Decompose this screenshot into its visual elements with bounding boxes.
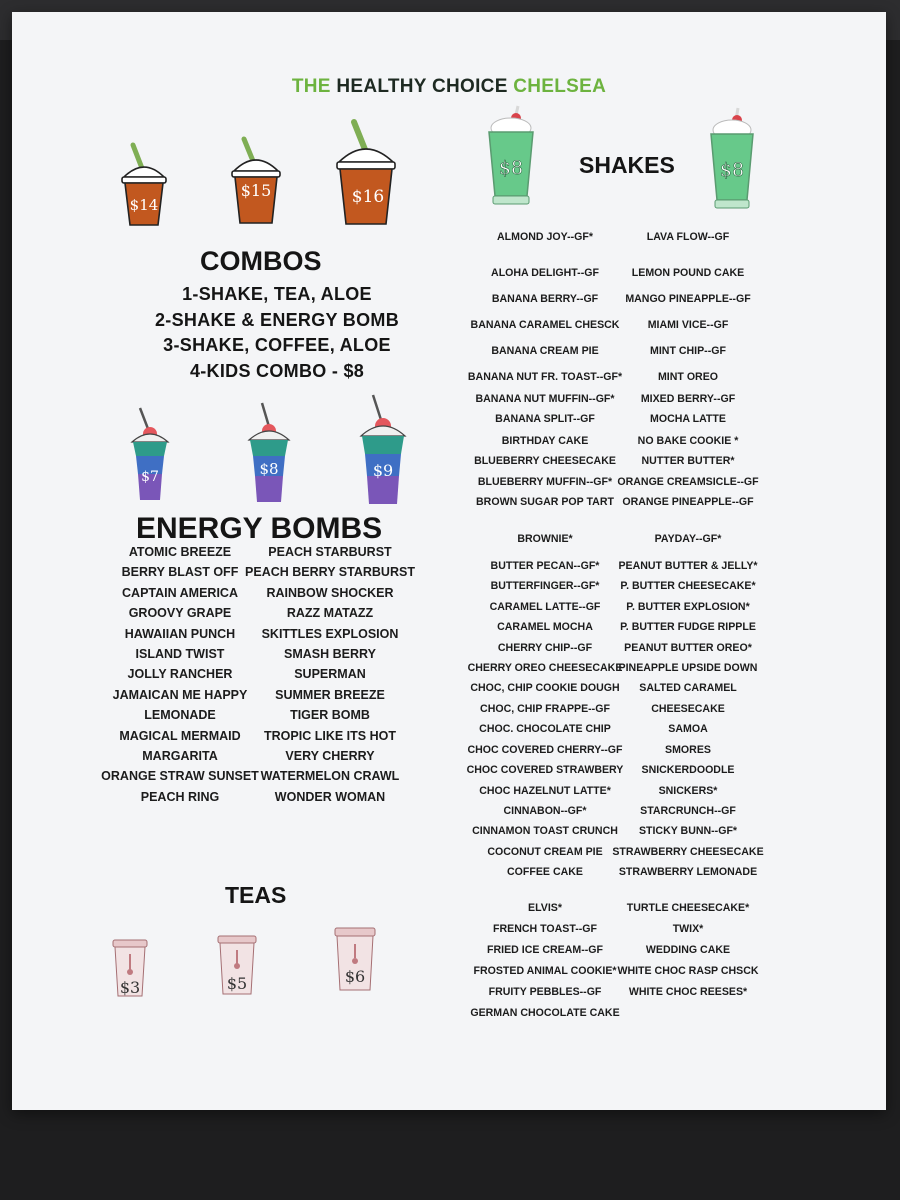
tea-cup-icon xyxy=(110,936,150,1002)
menu-item: CHERRY OREO CHEESECAKE xyxy=(467,662,623,674)
menu-item: CINNAMON TOAST CRUNCH xyxy=(472,825,618,837)
menu-item: BANANA NUT FR. TOAST--GF* xyxy=(467,371,623,383)
menu-item: PEANUT BUTTER & JELLY* xyxy=(618,560,758,572)
combo-line: 3-SHAKE, COFFEE, ALOE xyxy=(163,335,391,356)
menu-item: TWIX* xyxy=(672,923,704,935)
combo-line: 1-SHAKE, TEA, ALOE xyxy=(182,284,372,304)
menu-item: P. BUTTER CHEESECAKE* xyxy=(620,580,756,592)
shake-price-1: $8 xyxy=(498,157,524,179)
combo-cup-icon xyxy=(119,131,169,237)
menu-item: BUTTER PECAN--GF* xyxy=(490,560,600,572)
menu-item: JAMAICAN ME HAPPY xyxy=(112,687,248,702)
menu-item: MAGICAL MERMAID xyxy=(119,728,241,743)
menu-item: MIXED BERRY--GF xyxy=(640,393,736,405)
menu-item: MINT CHIP--GF xyxy=(650,345,726,357)
shakes-heading: SHAKES xyxy=(579,152,675,178)
menu-item: BIRTHDAY CAKE xyxy=(501,435,589,447)
menu-item: STRAWBERRY LEMONADE xyxy=(618,866,758,878)
menu-item: BANANA SPLIT--GF xyxy=(495,413,595,425)
tea-price-2: $5 xyxy=(226,974,248,993)
menu-item: JOLLY RANCHER xyxy=(127,667,233,682)
menu-item: TURTLE CHEESECAKE* xyxy=(626,902,750,914)
menu-item: CHOC COVERED CHERRY--GF xyxy=(467,744,623,756)
combos-list xyxy=(122,282,432,384)
menu-item: SNICKERDOODLE xyxy=(641,764,735,776)
menu-item: WHITE CHOC RASP CHSCK xyxy=(617,965,759,977)
menu-item: CHOC HAZELNUT LATTE* xyxy=(479,785,611,797)
combo-price-1: $14 xyxy=(129,196,159,214)
menu-item: STARCRUNCH--GF xyxy=(640,805,736,817)
menu-item: SKITTLES EXPLOSION xyxy=(261,626,399,641)
menu-item: WONDER WOMAN xyxy=(274,789,386,804)
menu-item: WHITE CHOC REESES* xyxy=(628,986,748,998)
menu-item: FROSTED ANIMAL COOKIE* xyxy=(473,965,617,977)
menu-item: CHOC, CHIP COOKIE DOUGH xyxy=(470,682,620,694)
menu-item: PEACH BERRY STARBURST xyxy=(245,565,415,580)
menu-item: RAINBOW SHOCKER xyxy=(266,585,394,600)
combo-line: 2-SHAKE & ENERGY BOMB xyxy=(155,309,399,330)
menu-item: BROWN SUGAR POP TART xyxy=(476,496,614,508)
energy-bomb-price-1: $7 xyxy=(141,469,159,485)
menu-item: STICKY BUNN--GF* xyxy=(638,825,738,837)
menu-item: PEANUT BUTTER OREO* xyxy=(624,642,752,654)
title-word-the: THE xyxy=(291,76,331,97)
menu-item: CARAMEL LATTE--GF xyxy=(489,601,601,613)
menu-item: CAPTAIN AMERICA xyxy=(122,585,238,600)
menu-item: RAZZ MATAZZ xyxy=(286,606,374,621)
menu-item: SUMMER BREEZE xyxy=(275,687,385,702)
menu-item: P. BUTTER FUDGE RIPPLE xyxy=(620,621,756,633)
page-title xyxy=(12,76,886,98)
combo-price-2: $15 xyxy=(240,181,272,200)
menu-item: CARAMEL MOCHA xyxy=(497,621,593,633)
teas-heading: TEAS xyxy=(225,882,287,908)
menu-item: HAWAIIAN PUNCH xyxy=(124,626,236,641)
title-word-chelsea: CHELSEA xyxy=(513,76,607,97)
menu-item: TROPIC LIKE ITS HOT xyxy=(264,728,396,743)
menu-item: BANANA CREAM PIE xyxy=(491,345,599,357)
menu-item: ALMOND JOY--GF* xyxy=(497,231,593,243)
combos-heading: COMBOS xyxy=(200,246,322,276)
menu-item: PINEAPPLE UPSIDE DOWN xyxy=(618,662,758,674)
menu-item: PAYDAY--GF* xyxy=(654,533,722,545)
menu-item: COCONUT CREAM PIE xyxy=(487,846,603,858)
menu-item: WATERMELON CRAWL xyxy=(260,769,400,784)
energy-bomb-price-2: $8 xyxy=(259,460,279,478)
menu-item: WEDDING CAKE xyxy=(645,944,731,956)
tea-cup-icon xyxy=(215,932,259,1000)
menu-item: COFFEE CAKE xyxy=(507,866,583,878)
menu-item: P. BUTTER EXPLOSION* xyxy=(626,601,750,613)
menu-item: BANANA CARAMEL CHESCK xyxy=(470,319,620,331)
menu-item: FRIED ICE CREAM--GF xyxy=(487,944,603,956)
menu-item: GROOVY GRAPE xyxy=(128,606,232,621)
tea-price-3: $6 xyxy=(344,967,366,986)
menu-item: VERY CHERRY xyxy=(285,749,375,763)
menu-item: SMORES xyxy=(665,744,711,756)
menu-item: MANGO PINEAPPLE--GF xyxy=(625,293,751,305)
menu-item: NUTTER BUTTER* xyxy=(641,455,735,467)
menu-item: CINNABON--GF* xyxy=(503,805,587,817)
energy-bombs-heading: ENERGY BOMBS xyxy=(136,512,383,545)
menu-item: SMASH BERRY xyxy=(284,647,376,661)
combo-line: 4-KIDS COMBO - $8 xyxy=(189,360,365,381)
menu-item: BERRY BLAST OFF xyxy=(121,565,239,580)
menu-item: LEMONADE xyxy=(144,708,216,723)
menu-item: GERMAN CHOCOLATE CAKE xyxy=(470,1007,620,1019)
menu-item: TIGER BOMB xyxy=(290,708,370,723)
menu-item: SALTED CARAMEL xyxy=(639,682,737,694)
menu-sheet xyxy=(12,12,886,1110)
menu-item: ISLAND TWIST xyxy=(135,647,225,661)
menu-item: MARGARITA xyxy=(142,749,218,763)
menu-item: MOCHA LATTE xyxy=(650,413,726,425)
menu-item: ORANGE CREAMSICLE--GF xyxy=(617,476,759,488)
menu-item: CHOC COVERED STRAWBERY xyxy=(466,764,624,776)
energy-bomb-cup-icon xyxy=(355,392,411,508)
menu-item: STRAWBERRY CHEESECAKE xyxy=(612,846,764,858)
menu-item: CHOC. CHOCOLATE CHIP xyxy=(479,723,611,735)
menu-item: BLUEBERRY CHEESECAKE xyxy=(474,455,616,467)
menu-item: LEMON POUND CAKE xyxy=(631,267,745,279)
menu-item: BLUEBERRY MUFFIN--GF* xyxy=(477,476,613,488)
menu-item: BANANA BERRY--GF xyxy=(491,293,599,305)
menu-item: ALOHA DELIGHT--GF xyxy=(491,267,599,279)
combo-price-3: $16 xyxy=(351,187,385,207)
menu-item: CHEESECAKE xyxy=(651,703,725,715)
menu-item: ORANGE STRAW SUNSET xyxy=(101,769,259,784)
shake-glass-icon xyxy=(480,102,542,210)
menu-item: LAVA FLOW--GF xyxy=(646,231,730,243)
shake-price-2: $8 xyxy=(719,159,745,181)
menu-item: MIAMI VICE--GF xyxy=(647,319,729,331)
energy-bomb-price-3: $9 xyxy=(372,461,394,480)
menu-item: CHERRY CHIP--GF xyxy=(497,642,593,654)
menu-item: SAMOA xyxy=(668,723,708,735)
combo-cup-icon xyxy=(332,114,400,230)
menu-item: SUPERMAN xyxy=(294,667,366,682)
menu-item: PEACH RING xyxy=(140,789,220,804)
title-word-healthy-choice: HEALTHY CHOICE xyxy=(336,76,508,97)
menu-item: ORANGE PINEAPPLE--GF xyxy=(622,496,754,508)
energy-bomb-cup-icon xyxy=(128,404,172,504)
menu-item: BROWNIE* xyxy=(517,533,573,545)
menu-item: BANANA NUT MUFFIN--GF* xyxy=(475,393,615,405)
energy-bomb-cup-icon xyxy=(244,400,294,506)
menu-item: CHOC, CHIP FRAPPE--GF xyxy=(480,703,610,715)
menu-item: FRUITY PEBBLES--GF xyxy=(488,986,602,998)
shake-glass-icon xyxy=(702,104,762,214)
menu-item: FRENCH TOAST--GF xyxy=(493,923,597,935)
combo-cup-icon xyxy=(228,127,284,231)
menu-item: PEACH STARBURST xyxy=(268,545,392,559)
menu-item: BUTTERFINGER--GF* xyxy=(490,580,600,592)
menu-item: SNICKERS* xyxy=(658,785,718,797)
menu-item: NO BAKE COOKIE * xyxy=(637,435,739,447)
tea-price-1: $3 xyxy=(119,978,141,997)
menu-item: MINT OREO xyxy=(657,371,719,383)
menu-item: ATOMIC BREEZE xyxy=(128,545,232,559)
menu-item: ELVIS* xyxy=(528,902,562,914)
tea-cup-icon xyxy=(332,924,378,996)
